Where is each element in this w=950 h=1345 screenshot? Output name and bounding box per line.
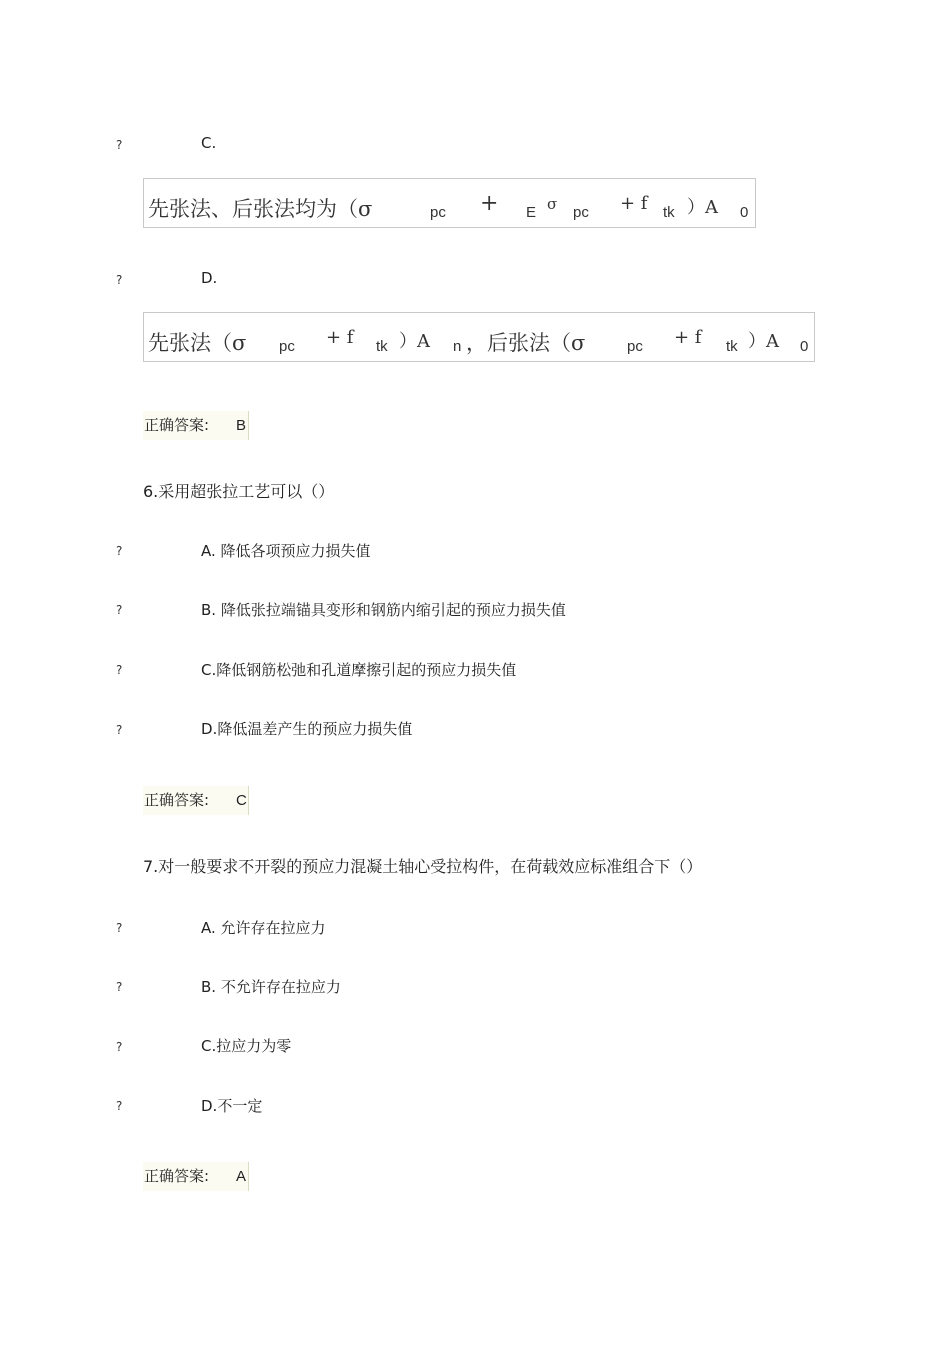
formula-text: ，后张法（σ bbox=[466, 331, 586, 355]
correct-answer-label: 正确答案: bbox=[144, 791, 210, 809]
correct-answer-value: A bbox=[236, 1168, 247, 1185]
formula-symbol: + f bbox=[326, 327, 354, 348]
formula-symbol: ）A bbox=[399, 331, 430, 352]
bullet-marker: ? bbox=[116, 273, 123, 287]
formula-subscript: 0 bbox=[740, 204, 749, 221]
correct-answer-label: 正确答案: bbox=[144, 416, 210, 434]
correct-answer-box bbox=[143, 1162, 249, 1191]
formula-subscript: pc bbox=[430, 204, 446, 221]
formula-symbol: ）A bbox=[748, 331, 779, 352]
q7-option-d: D.不一定 bbox=[201, 1097, 263, 1115]
formula-subscript: tk bbox=[726, 338, 738, 355]
question-7-text: 7.对一般要求不开裂的预应力混凝土轴心受拉构件，在荷载效应标准组合下（） bbox=[143, 857, 703, 876]
formula-image-d bbox=[143, 312, 815, 362]
correct-answer-box bbox=[143, 411, 249, 440]
q7-option-c: C.拉应力为零 bbox=[201, 1037, 292, 1055]
formula-symbol: + f bbox=[620, 193, 648, 214]
correct-answer-value: C bbox=[236, 792, 247, 809]
formula-subscript: 0 bbox=[800, 338, 809, 355]
bullet-marker: ? bbox=[116, 723, 123, 737]
option-c-label: C. bbox=[201, 134, 217, 152]
bullet-marker: ? bbox=[116, 138, 123, 152]
option-d-label: D. bbox=[201, 269, 218, 287]
bullet-marker: ? bbox=[116, 603, 123, 617]
q6-option-b: B. 降低张拉端锚具变形和钢筋内缩引起的预应力损失值 bbox=[201, 601, 566, 619]
formula-text: 先张法（σ bbox=[148, 331, 247, 355]
q7-option-b: B. 不允许存在拉应力 bbox=[201, 978, 341, 996]
correct-answer-label: 正确答案: bbox=[144, 1167, 210, 1185]
formula-subscript: pc bbox=[279, 338, 295, 355]
formula-symbol: + bbox=[480, 191, 499, 216]
q6-option-c: C.降低钢筋松弛和孔道摩擦引起的预应力损失值 bbox=[201, 661, 517, 679]
q7-option-a: A. 允许存在拉应力 bbox=[201, 919, 326, 937]
bullet-marker: ? bbox=[116, 921, 123, 935]
formula-subscript: tk bbox=[376, 338, 388, 355]
formula-symbol: ）A bbox=[687, 197, 718, 218]
bullet-marker: ? bbox=[116, 1040, 123, 1054]
formula-subscript: tk bbox=[663, 204, 675, 221]
bullet-marker: ? bbox=[116, 544, 123, 558]
formula-symbol: σ bbox=[547, 195, 558, 213]
correct-answer-value: B bbox=[236, 417, 247, 434]
question-6-text: 6.采用超张拉工艺可以（） bbox=[143, 482, 335, 501]
formula-text: 先张法、后张法均为（σ bbox=[148, 197, 373, 221]
bullet-marker: ? bbox=[116, 1099, 123, 1113]
bullet-marker: ? bbox=[116, 663, 123, 677]
bullet-marker: ? bbox=[116, 980, 123, 994]
formula-symbol: + f bbox=[674, 327, 702, 348]
formula-subscript: pc bbox=[627, 338, 643, 355]
formula-image-c bbox=[143, 178, 756, 228]
formula-subscript: n bbox=[453, 338, 462, 355]
q6-option-a: A. 降低各项预应力损失值 bbox=[201, 542, 371, 560]
formula-subscript: E bbox=[526, 204, 537, 221]
formula-subscript: pc bbox=[573, 204, 589, 221]
q6-option-d: D.降低温差产生的预应力损失值 bbox=[201, 720, 413, 738]
correct-answer-box bbox=[143, 786, 249, 815]
